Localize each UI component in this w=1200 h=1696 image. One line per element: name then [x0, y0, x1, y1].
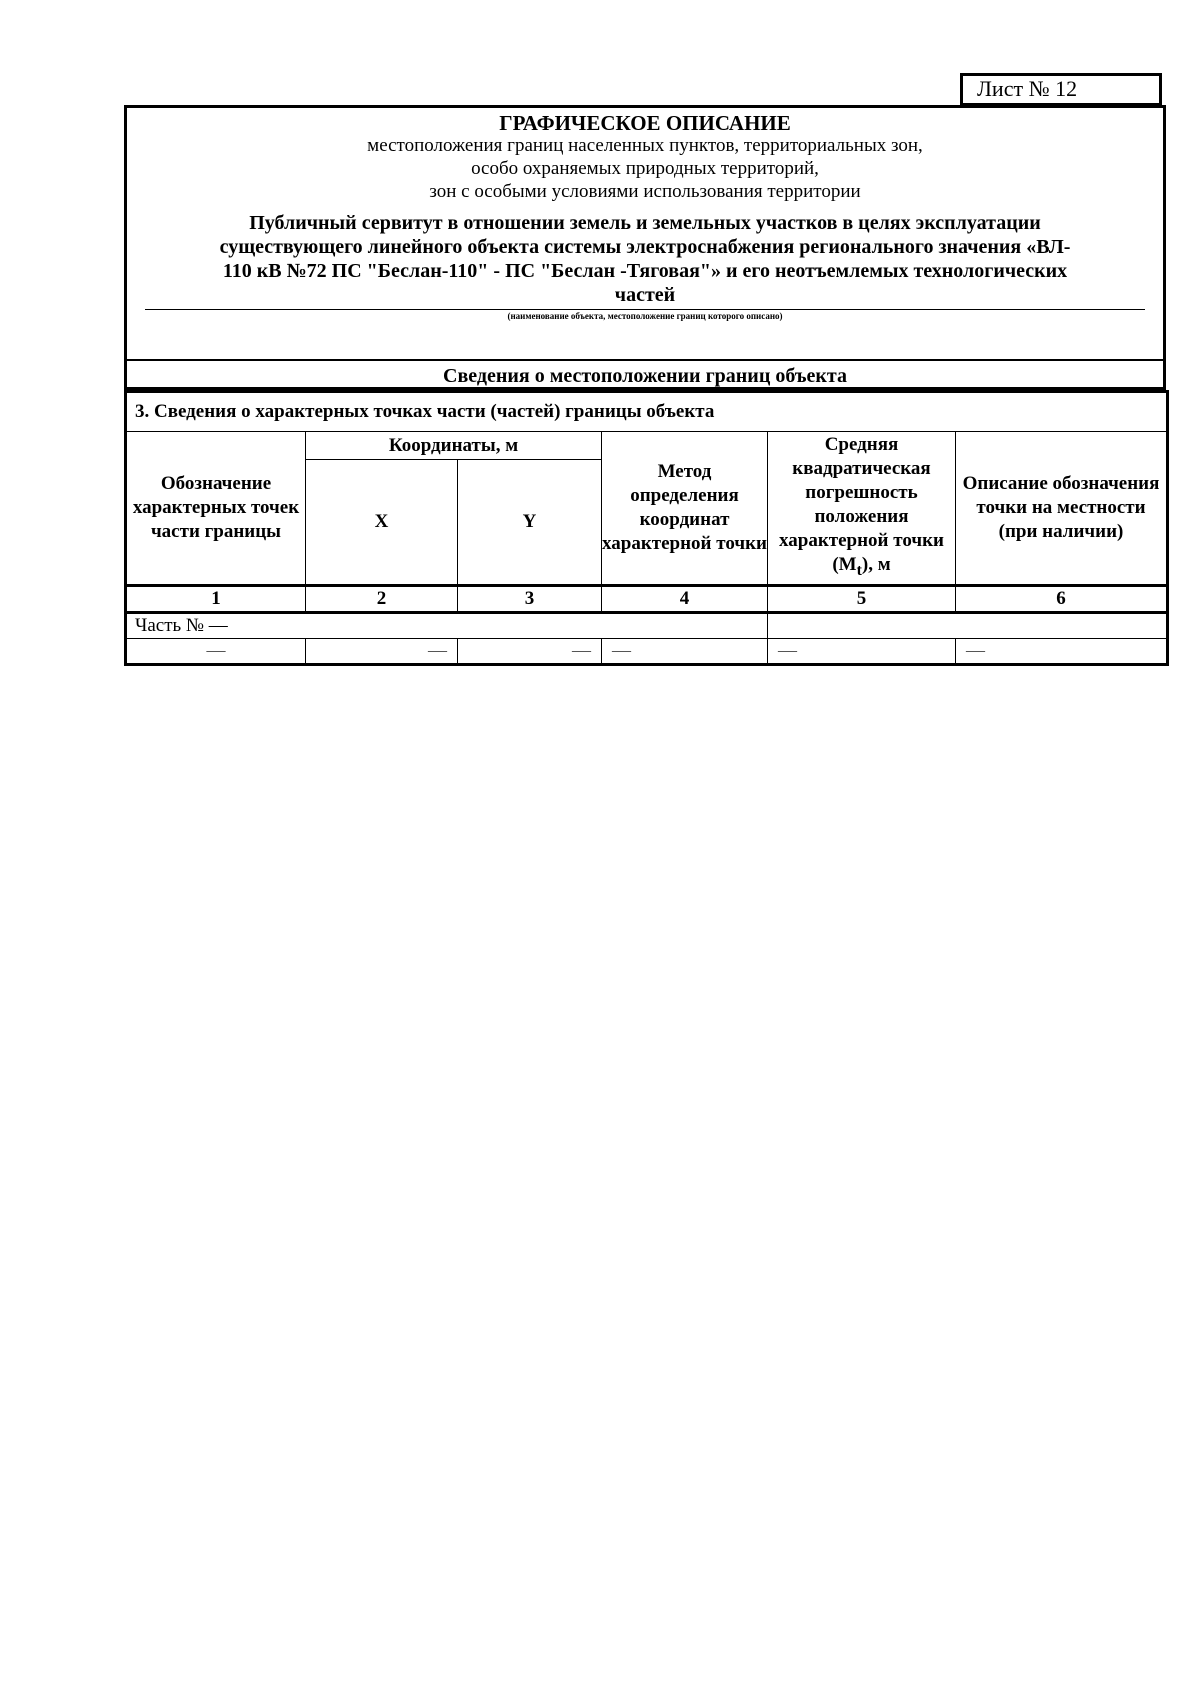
part-empty-cell	[768, 613, 1168, 639]
section-heading: 3. Сведения о характерных точках части (частей) границы объекта	[126, 392, 1168, 432]
column-numbers-row	[126, 586, 1168, 613]
object-underline	[145, 309, 1145, 310]
object-line-2: существующего линейного объекта системы электроснабжения регионального значения «ВЛ-	[219, 236, 1071, 258]
col-y-header: Y	[458, 460, 602, 586]
characteristic-points-table	[124, 390, 1169, 666]
header-row-1	[126, 432, 1168, 460]
subtitle-line-2: особо охраняемых природных территорий,	[471, 158, 819, 179]
document-header	[124, 105, 1166, 390]
table-cell: —	[126, 639, 306, 665]
subtitle-line-1: местоположения границ населенных пунктов, территориальных зон,	[367, 135, 923, 156]
table-cell: —	[956, 639, 1168, 665]
table-cell: —	[458, 639, 602, 665]
section-heading-row	[126, 392, 1168, 432]
object-caption: (наименование объекта, местоположение границ которого описано)	[507, 311, 783, 321]
column-number: 3	[458, 586, 602, 613]
object-line-1: Публичный сервитут в отношении земель и земельных участков в целях эксплуатации	[249, 212, 1041, 234]
object-name	[133, 211, 1157, 307]
column-number: 4	[602, 586, 768, 613]
table-cell: —	[768, 639, 956, 665]
table-row	[126, 639, 1168, 665]
column-number: 6	[956, 586, 1168, 613]
header-divider	[127, 359, 1163, 361]
column-number: 5	[768, 586, 956, 613]
section-title: Сведения о местоположении границ объекта	[443, 365, 847, 387]
col-description-header: Описание обозначения точки на местности (при наличии)	[956, 432, 1168, 586]
table-cell: —	[306, 639, 458, 665]
table-cell: —	[602, 639, 768, 665]
column-number: 2	[306, 586, 458, 613]
object-line-3: 110 кВ №72 ПС "Беслан-110" - ПС "Беслан -Тяговая"» и его неотъемлемых технологических	[222, 260, 1068, 282]
part-label: Часть № —	[126, 613, 768, 639]
col-error-text: Средняя квадратическая погрешность положения характерной точки (M	[779, 434, 944, 576]
col-error-subscript: t	[856, 561, 862, 579]
col-x-header: X	[306, 460, 458, 586]
document-title: ГРАФИЧЕСКОЕ ОПИСАНИЕ	[499, 111, 791, 135]
part-row	[126, 613, 1168, 639]
col-error-header	[768, 432, 956, 586]
object-line-4: частей	[614, 284, 676, 306]
col-method-header: Метод определения координат характерной точки	[602, 432, 768, 586]
col-designation-header: Обозначение характерных точек части границы	[126, 432, 306, 586]
col-coords-header: Координаты, м	[306, 432, 602, 460]
subtitle-line-3: зон с особыми условиями использования территории	[429, 181, 861, 202]
column-number: 1	[126, 586, 306, 613]
col-error-tail: ), м	[861, 554, 891, 576]
sheet-number: Лист № 12	[960, 73, 1162, 105]
